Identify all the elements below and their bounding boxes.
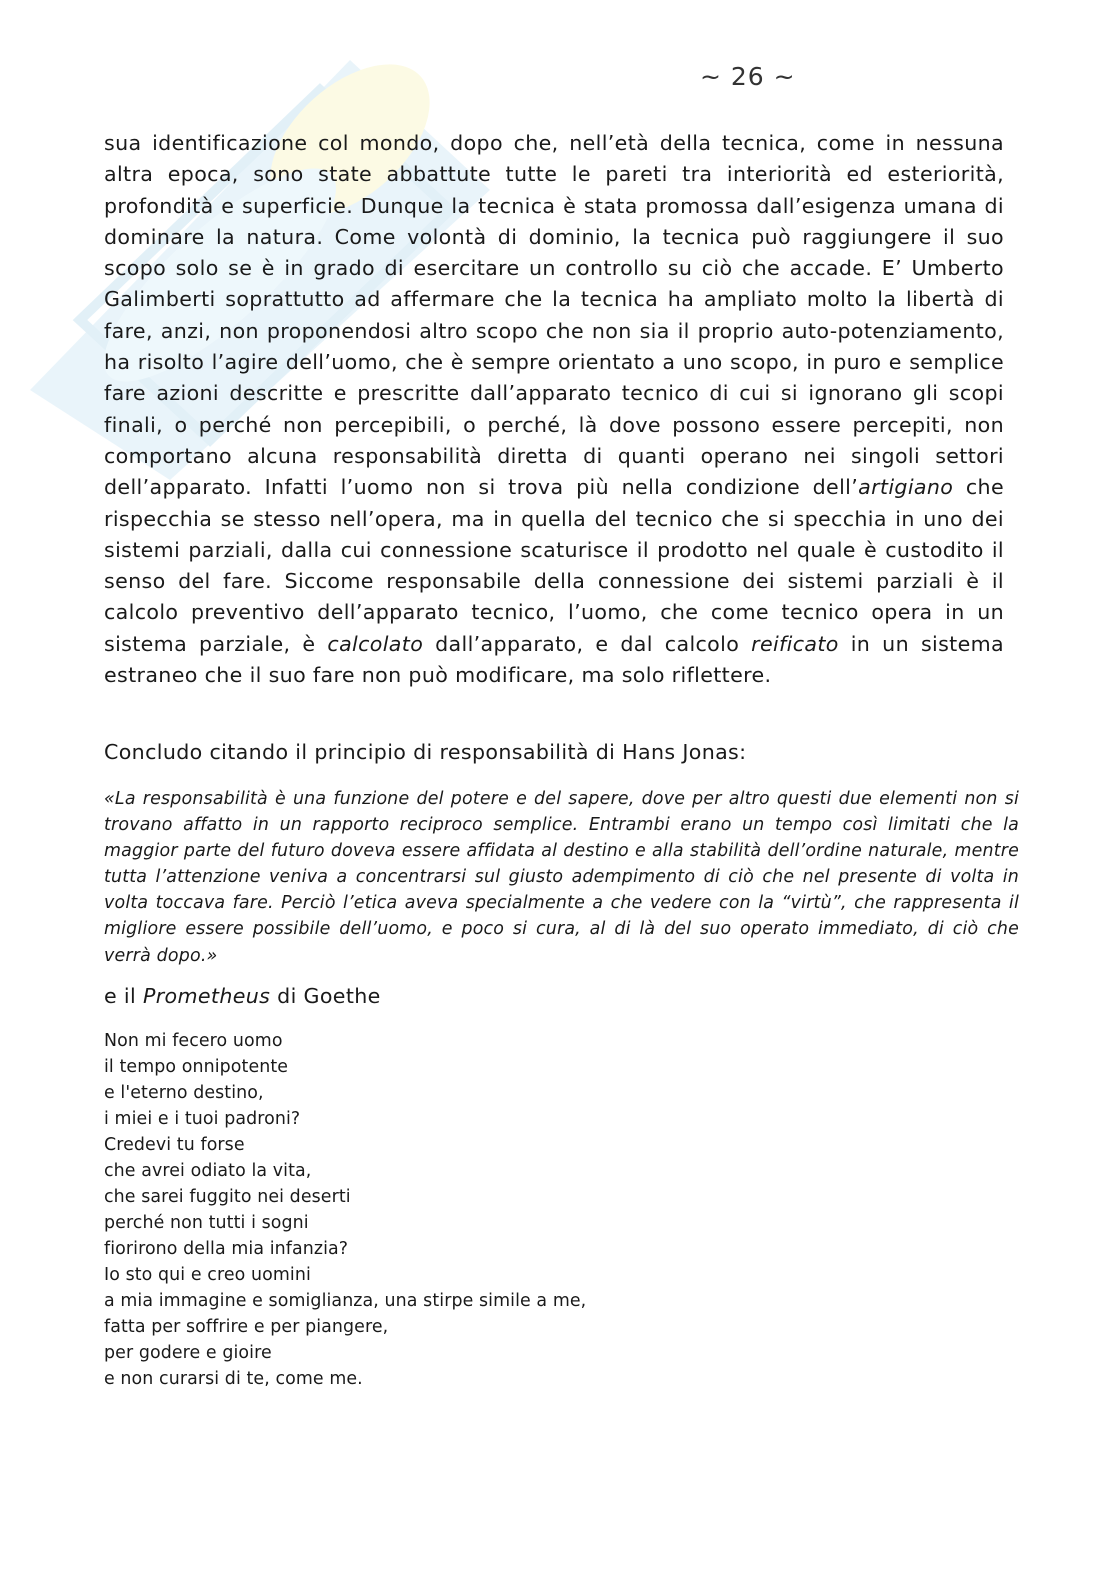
paragraph-text: dall’apparato, e dal calcolo — [423, 631, 752, 656]
quote-intro: Concludo citando il principio di responsabilità di Hans Jonas: — [104, 740, 747, 764]
emphasis-reificato: reificato — [751, 631, 839, 656]
poem-intro-before: e il — [104, 984, 143, 1008]
paragraph-text: in un sistema estraneo che il suo fare non può modificare, ma solo riflettere. — [104, 631, 1004, 688]
poem-line: fatta per soffrire e per piangere, — [104, 1317, 389, 1337]
body-paragraph — [104, 128, 1004, 691]
poem-line: Credevi tu forse — [104, 1135, 245, 1155]
quote-text: «La responsabilità è una funzione del potere e del sapere, dove per altro questi due elementi non si trovano affatto in un rapporto reciproco semplice. Entrambi erano un tempo così limitati che la maggior parte del futuro doveva essere affidata al destino e alla stabilità dell’ordine naturale, mentre tutta l’attenzione veniva a concentrarsi sul giusto adempimento di ciò che nel presente di volta in volta toccava fare. Perciò l’etica aveva specialmente a che vedere con la “virtù”, che rappresenta il migliore essere possibile dell’uomo, e poco si cura, al di là del suo operato immediato, di ciò che verrà dopo.» — [104, 789, 1019, 966]
poem — [104, 1028, 586, 1392]
poem-line: che avrei odiato la vita, — [104, 1161, 312, 1181]
poem-title: Prometheus — [142, 984, 271, 1008]
emphasis-artigiano: artigiano — [858, 475, 954, 500]
poem-line: per godere e gioire — [104, 1343, 272, 1363]
poem-line: che sarei fuggito nei deserti — [104, 1187, 351, 1207]
paragraph-text: che rispecchia se stesso nell’opera, ma in quella del tecnico che si specchia in uno dei sistemi parziali, dalla cui connessione scaturisce il prodotto nel quale è custodito il senso del fare. Siccome responsabile della connessione dei sistemi parziali è il calcolo preventivo dell’apparato tecnico, l’uomo, che come tecnico opera in un sistema parziale, è — [104, 475, 1004, 656]
block-quote — [104, 786, 1019, 969]
poem-line: i miei e i tuoi padroni? — [104, 1109, 301, 1129]
poem-line: fiorirono della mia infanzia? — [104, 1239, 349, 1259]
page-number: ~ 26 ~ — [700, 62, 796, 91]
poem-line: Non mi fecero uomo — [104, 1031, 283, 1051]
poem-line: il tempo onnipotente — [104, 1057, 289, 1077]
poem-line: perché non tutti i sogni — [104, 1213, 309, 1233]
poem-line: e non curarsi di te, come me. — [104, 1369, 363, 1389]
poem-line: e l'eterno destino, — [104, 1083, 264, 1103]
poem-line: a mia immagine e somiglianza, una stirpe simile a me, — [104, 1291, 587, 1311]
emphasis-calcolato: calcolato — [327, 631, 424, 656]
poem-line: Io sto qui e creo uomini — [104, 1265, 311, 1285]
paragraph-text: sua identificazione col mondo, dopo che, nell’età della tecnica, come in nessuna altra epoca, sono state abbattute tutte le pareti tra interiorità ed esteriorità, profondità e superficie. Dunque la tecnica è stata promossa dall’esigenza umana di dominare la natura. Come volontà di dominio, la tecnica può raggiungere il suo scopo solo se è in grado di esercitare un controllo su ciò che accade. E’ Umberto Galimberti soprattutto ad affermare che la tecnica ha ampliato molto la libertà di fare, anzi, non proponendosi altro scopo che non sia il proprio auto-potenziamento, ha risolto l’agire dell’uomo, che è sempre orientato a uno scopo, in puro e semplice fare azioni descritte e prescritte dall’apparato tecnico di cui si ignorano gli scopi finali, o perché non percepibili, o perché, là dove possono essere percepiti, non comportano alcuna responsabilità diretta di quanti operano nei singoli settori dell’apparato. Infatti l’uomo non si trova più nella condizione dell’ — [104, 131, 1004, 500]
poem-intro-after: di Goethe — [270, 984, 381, 1008]
poem-intro — [104, 984, 381, 1008]
